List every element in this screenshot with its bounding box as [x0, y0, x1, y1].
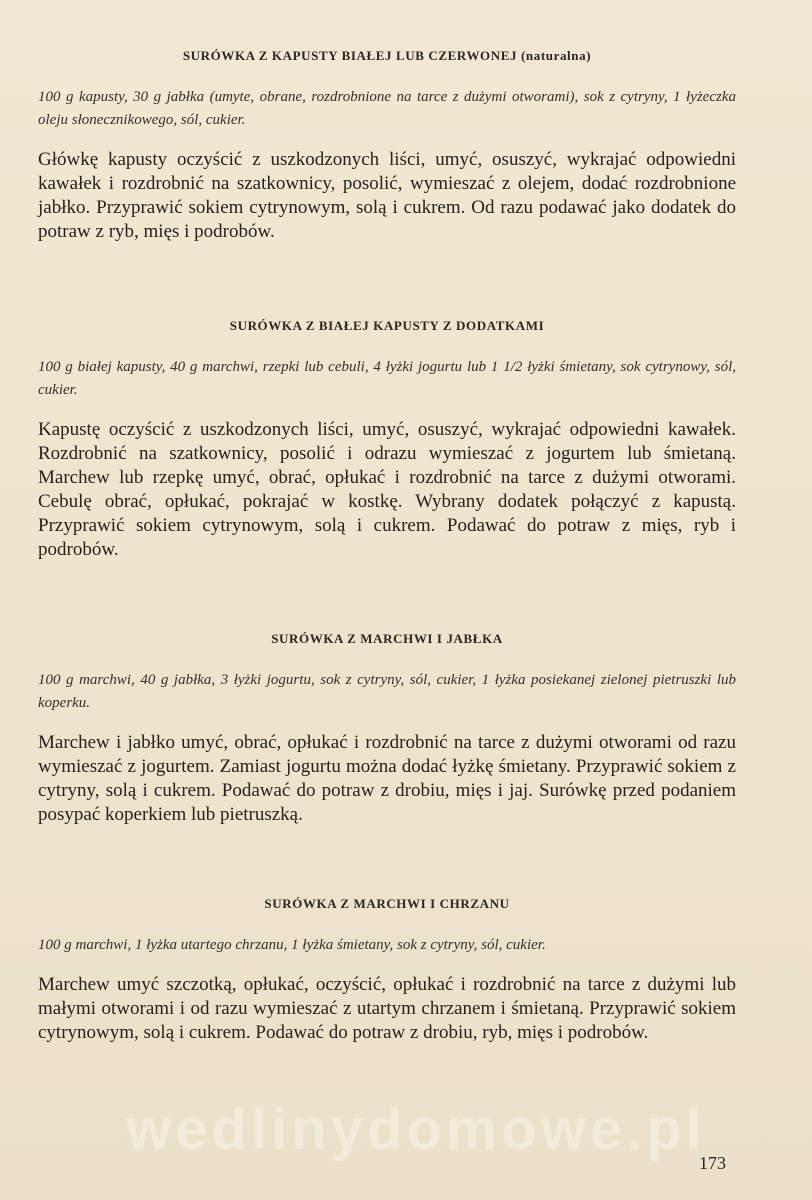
recipe-section-4 — [38, 896, 736, 1045]
recipe-ingredients: 100 g białej kapusty, 40 g marchwi, rzepki lub cebuli, 4 łyżki jogurtu lub 1 1/2 łyżki śmietany, sok cytrynowy, sól, cukier. — [38, 359, 736, 398]
recipe-ingredients: 100 g kapusty, 30 g jabłka (umyte, obrane, rozdrobnione na tarce z dużymi otworami), sok z cytryny, 1 łyżeczka oleju słonecznikowego, sól, cukier. — [38, 89, 736, 128]
recipe-method: Marchew umyć szczotką, opłukać, oczyścić, opłukać i rozdrobnić na tarce z dużymi lub małymi otworami i od razu wymieszać z utartym chrzanem i śmietaną. Przyprawić sokiem cytrynowym, solą i cukrem. Podawać do potraw z drobiu, ryb, mięs i podrobów. — [38, 974, 736, 1043]
page-number: 173 — [699, 1153, 726, 1173]
recipe-title: SURÓWKA Z KAPUSTY BIAŁEJ LUB CZERWONEJ (naturalna) — [182, 48, 592, 63]
watermark-text: wedlinydomowe.pl — [126, 1097, 706, 1162]
recipe-method: Główkę kapusty oczyścić z uszkodzonych liści, umyć, osuszyć, wykrajać odpowiedni kawałek i rozdrobnić na szatkownicy, posolić, wymieszać z olejem, dodać rozdrobnione jabłko. Przyprawić sokiem cytrynowym, solą i cukrem. Od razu podawać jako dodatek do potraw z ryb, mięs i podrobów. — [38, 149, 736, 242]
recipe-ingredients: 100 g marchwi, 40 g jabłka, 3 łyżki jogurtu, sok z cytryny, sól, cukier, 1 łyżka posiekanej zielonej pietruszki lub koperku. — [38, 672, 736, 711]
recipe-title: SURÓWKA Z BIAŁEJ KAPUSTY Z DODATKAMI — [229, 318, 545, 333]
recipe-section-3 — [38, 631, 736, 827]
recipe-section-1 — [38, 48, 736, 244]
recipe-title: SURÓWKA Z MARCHWI I JABŁKA — [271, 631, 503, 646]
recipe-section-2 — [38, 318, 736, 562]
recipe-method: Marchew i jabłko umyć, obrać, opłukać i rozdrobnić na tarce z dużymi otworami od razu wymieszać z jogurtem. Zamiast jogurtu można dodać łyżkę śmietany. Przyprawić sokiem z cytryny, solą i cukrem. Podawać do potraw z drobiu, mięs i jaj. Surówkę przed podaniem posypać koperkiem lub pietruszką. — [38, 732, 736, 825]
recipe-ingredients: 100 g marchwi, 1 łyżka utartego chrzanu, 1 łyżka śmietany, sok z cytryny, sól, cukier. — [38, 937, 546, 953]
recipe-title: SURÓWKA Z MARCHWI I CHRZANU — [264, 896, 510, 911]
recipe-method: Kapustę oczyścić z uszkodzonych liści, umyć, osuszyć, wykrajać odpowiedni kawałek. Rozdrobnić na szatkownicy, posolić i odrazu wymieszać z jogurtem lub śmietaną. Marchew lub rzepkę umyć, obrać, opłukać i rozdrobnić na tarce z dużymi otworami. Cebulę obrać, opłukać, pokrajać w kostkę. Wybrany dodatek połączyć z kapustą. Przyprawić sokiem cytrynowym, solą i cukrem. Podawać do potraw z mięs, ryb i podrobów. — [38, 419, 736, 560]
